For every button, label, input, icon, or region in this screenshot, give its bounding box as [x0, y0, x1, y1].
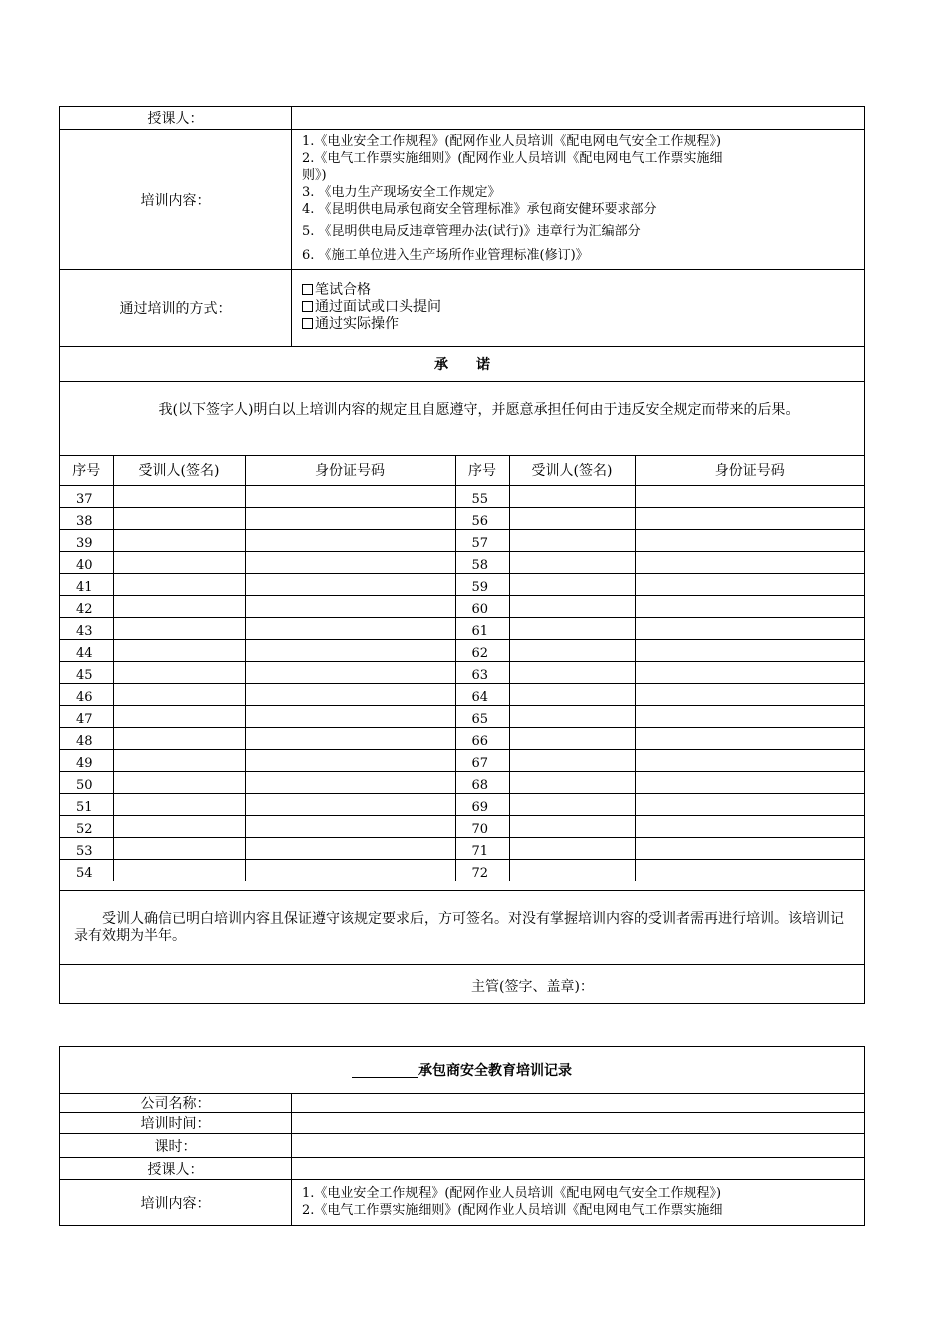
commitment-title: 承 诺	[60, 347, 864, 382]
table-header-row	[60, 456, 864, 485]
seq-cell: 46	[60, 683, 113, 705]
instructor-row	[60, 107, 864, 130]
instructor-value[interactable]	[292, 1158, 864, 1179]
training-record-form-1	[59, 106, 865, 1004]
id-number-cell[interactable]	[245, 683, 455, 705]
trainee-signature-cell[interactable]	[113, 683, 245, 705]
seq-cell: 65	[455, 705, 509, 727]
method-options	[292, 270, 864, 346]
company-label: 公司名称：	[60, 1094, 292, 1112]
seq-cell: 42	[60, 595, 113, 617]
table-row	[60, 749, 864, 771]
content-item: 3. 《电力生产现场安全工作规定》	[302, 185, 501, 200]
trainee-signature-cell[interactable]	[113, 727, 245, 749]
id-number-cell[interactable]	[245, 815, 455, 837]
commitment-text-row	[60, 382, 864, 456]
instructor-row	[60, 1158, 864, 1180]
id-number-cell[interactable]	[635, 529, 864, 551]
method-row	[60, 270, 864, 347]
instructor-value[interactable]	[292, 107, 864, 129]
seq-cell: 38	[60, 507, 113, 529]
id-number-cell[interactable]	[635, 485, 864, 507]
content-item: 2.《电气工作票实施细则》(配网作业人员培训《配电网电气工作票实施细	[302, 1203, 723, 1218]
table-row	[60, 551, 864, 573]
checkbox-icon[interactable]	[302, 318, 313, 329]
trainee-signature-cell[interactable]	[509, 815, 635, 837]
seq-cell: 60	[455, 595, 509, 617]
content-item: 则》)	[302, 168, 327, 183]
contractor-name-blank[interactable]	[352, 1063, 418, 1078]
company-value[interactable]	[292, 1094, 864, 1112]
table-row	[60, 793, 864, 815]
trainee-signature-cell[interactable]	[113, 507, 245, 529]
training-record-form-2	[59, 1046, 865, 1226]
table-row	[60, 639, 864, 661]
id-number-cell[interactable]	[245, 705, 455, 727]
id-number-cell[interactable]	[635, 595, 864, 617]
trainee-signature-cell[interactable]	[509, 573, 635, 595]
id-number-cell[interactable]	[245, 595, 455, 617]
trainee-signature-cell[interactable]	[113, 793, 245, 815]
seq-cell: 44	[60, 639, 113, 661]
form-title-row	[60, 1047, 864, 1094]
hours-label: 课时：	[60, 1134, 292, 1157]
header-id: 身份证号码	[635, 456, 864, 485]
id-number-cell[interactable]	[635, 727, 864, 749]
time-label: 培训时间：	[60, 1113, 292, 1133]
trainee-signature-cell[interactable]	[113, 749, 245, 771]
trainee-signature-cell[interactable]	[113, 485, 245, 507]
id-number-cell[interactable]	[245, 551, 455, 573]
id-number-cell[interactable]	[635, 705, 864, 727]
checkbox-icon[interactable]	[302, 284, 313, 295]
id-number-cell[interactable]	[245, 529, 455, 551]
trainee-signature-cell[interactable]	[113, 771, 245, 793]
table-row	[60, 837, 864, 859]
company-row	[60, 1094, 864, 1113]
id-number-cell[interactable]	[635, 749, 864, 771]
id-number-cell[interactable]	[635, 617, 864, 639]
trainee-signature-cell[interactable]	[509, 551, 635, 573]
id-number-cell[interactable]	[245, 639, 455, 661]
id-number-cell[interactable]	[245, 859, 455, 881]
trainee-signature-cell[interactable]	[509, 771, 635, 793]
trainee-signature-cell[interactable]	[509, 595, 635, 617]
table-row	[60, 727, 864, 749]
trainee-signature-cell[interactable]	[509, 661, 635, 683]
id-number-cell[interactable]	[635, 551, 864, 573]
checkbox-icon[interactable]	[302, 301, 313, 312]
header-trainee: 受训人(签名)	[509, 456, 635, 485]
seq-cell: 66	[455, 727, 509, 749]
header-id: 身份证号码	[245, 456, 455, 485]
confirm-text-row	[60, 891, 864, 965]
content-item: 4. 《昆明供电局承包商安全管理标准》承包商安健环要求部分	[302, 202, 657, 217]
seq-cell: 61	[455, 617, 509, 639]
seq-cell: 52	[60, 815, 113, 837]
id-number-cell[interactable]	[635, 507, 864, 529]
table-row	[60, 683, 864, 705]
hours-value[interactable]	[292, 1134, 864, 1157]
trainee-signature-cell[interactable]	[113, 595, 245, 617]
content-item: 6. 《施工单位进入生产场所作业管理标准(修订)》	[302, 248, 589, 263]
table-row	[60, 573, 864, 595]
seq-cell: 39	[60, 529, 113, 551]
method-option-interview[interactable]: 通过面试或口头提问	[302, 299, 864, 316]
id-number-cell[interactable]	[245, 727, 455, 749]
seq-cell: 68	[455, 771, 509, 793]
content-label: 培训内容：	[60, 1180, 292, 1225]
seq-cell: 43	[60, 617, 113, 639]
trainee-signature-cell[interactable]	[509, 507, 635, 529]
trainee-signature-cell[interactable]	[509, 617, 635, 639]
id-number-cell[interactable]	[635, 573, 864, 595]
seq-cell: 59	[455, 573, 509, 595]
table-row	[60, 485, 864, 507]
seq-cell: 55	[455, 485, 509, 507]
seq-cell: 58	[455, 551, 509, 573]
trainee-signature-cell[interactable]	[509, 727, 635, 749]
hours-row	[60, 1134, 864, 1158]
trainee-signature-cell[interactable]	[509, 639, 635, 661]
id-number-cell[interactable]	[635, 815, 864, 837]
id-number-cell[interactable]	[245, 485, 455, 507]
trainee-signature-cell[interactable]	[113, 859, 245, 881]
trainee-signature-cell[interactable]	[509, 705, 635, 727]
seq-cell: 67	[455, 749, 509, 771]
instructor-label: 授课人：	[60, 1158, 292, 1179]
seq-cell: 64	[455, 683, 509, 705]
time-value[interactable]	[292, 1113, 864, 1133]
method-option-practical[interactable]: 通过实际操作	[302, 316, 864, 333]
id-number-cell[interactable]	[245, 617, 455, 639]
table-row	[60, 859, 864, 881]
trainee-signature-cell[interactable]	[113, 573, 245, 595]
signature-table	[60, 456, 864, 881]
seq-cell: 57	[455, 529, 509, 551]
seq-cell: 47	[60, 705, 113, 727]
instructor-label: 授课人：	[60, 107, 292, 129]
content-item: 1.《电业安全工作规程》(配网作业人员培训《配电网电气安全工作规程》)	[302, 134, 722, 149]
trainee-signature-cell[interactable]	[113, 529, 245, 551]
seq-cell: 56	[455, 507, 509, 529]
confirm-text: 受训人确信已明白培训内容且保证遵守该规定要求后，方可签名。对没有掌握培训内容的受训者需再进行培训。该培训记录有效期为半年。	[74, 911, 844, 944]
id-number-cell[interactable]	[635, 859, 864, 881]
header-trainee: 受训人(签名)	[113, 456, 245, 485]
seq-cell: 50	[60, 771, 113, 793]
trainee-signature-cell[interactable]	[113, 639, 245, 661]
content-item: 5. 《昆明供电局反违章管理办法(试行)》违章行为汇编部分	[302, 224, 641, 239]
table-row	[60, 617, 864, 639]
table-row	[60, 705, 864, 727]
seq-cell: 63	[455, 661, 509, 683]
trainee-signature-cell[interactable]	[509, 529, 635, 551]
id-number-cell[interactable]	[245, 749, 455, 771]
trainee-signature-cell[interactable]	[113, 837, 245, 859]
seq-cell: 51	[60, 793, 113, 815]
seq-cell: 41	[60, 573, 113, 595]
trainee-signature-cell[interactable]	[113, 551, 245, 573]
id-number-cell[interactable]	[245, 837, 455, 859]
method-option-written[interactable]: 笔试合格	[302, 282, 864, 299]
trainee-signature-cell[interactable]	[113, 705, 245, 727]
commitment-text: 我(以下签字人)明白以上培训内容的规定且自愿遵守，并愿意承担任何由于违反安全规定而带来的后果。	[158, 402, 800, 418]
id-number-cell[interactable]	[245, 793, 455, 815]
trainee-signature-cell[interactable]	[113, 661, 245, 683]
table-row	[60, 815, 864, 837]
content-list	[292, 1180, 864, 1225]
seq-cell: 40	[60, 551, 113, 573]
content-label: 培训内容：	[60, 130, 292, 269]
seq-cell: 69	[455, 793, 509, 815]
trainee-signature-cell[interactable]	[509, 749, 635, 771]
seq-cell: 54	[60, 859, 113, 881]
trainee-signature-cell[interactable]	[509, 859, 635, 881]
supervisor-label: 主管(签字、盖章)：	[471, 979, 594, 995]
content-row	[60, 1180, 864, 1225]
trainee-signature-cell[interactable]	[113, 617, 245, 639]
seq-cell: 45	[60, 661, 113, 683]
seq-cell: 37	[60, 485, 113, 507]
form-title: 承包商安全教育培训记录	[418, 1063, 572, 1079]
id-number-cell[interactable]	[245, 661, 455, 683]
id-number-cell[interactable]	[245, 771, 455, 793]
trainee-signature-cell[interactable]	[509, 837, 635, 859]
content-item: 1.《电业安全工作规程》(配网作业人员培训《配电网电气安全工作规程》)	[302, 1186, 722, 1201]
trainee-signature-cell[interactable]	[113, 815, 245, 837]
method-label: 通过培训的方式：	[60, 270, 292, 346]
table-row	[60, 507, 864, 529]
seq-cell: 53	[60, 837, 113, 859]
id-number-cell[interactable]	[245, 507, 455, 529]
seq-cell: 71	[455, 837, 509, 859]
trainee-signature-cell[interactable]	[509, 485, 635, 507]
id-number-cell[interactable]	[635, 683, 864, 705]
content-list	[292, 130, 864, 269]
table-row	[60, 661, 864, 683]
seq-cell: 49	[60, 749, 113, 771]
table-row	[60, 771, 864, 793]
content-item: 2.《电气工作票实施细则》(配网作业人员培训《配电网电气工作票实施细	[302, 151, 723, 166]
seq-cell: 62	[455, 639, 509, 661]
id-number-cell[interactable]	[245, 573, 455, 595]
signature-table-row	[60, 456, 864, 891]
seq-cell: 70	[455, 815, 509, 837]
time-row	[60, 1113, 864, 1134]
table-row	[60, 529, 864, 551]
table-row	[60, 595, 864, 617]
id-number-cell[interactable]	[635, 661, 864, 683]
header-seq: 序号	[60, 456, 113, 485]
seq-cell: 48	[60, 727, 113, 749]
id-number-cell[interactable]	[635, 793, 864, 815]
trainee-signature-cell[interactable]	[509, 793, 635, 815]
header-seq: 序号	[455, 456, 509, 485]
id-number-cell[interactable]	[635, 837, 864, 859]
id-number-cell[interactable]	[635, 639, 864, 661]
id-number-cell[interactable]	[635, 771, 864, 793]
trainee-signature-cell[interactable]	[509, 683, 635, 705]
supervisor-row	[60, 965, 864, 1003]
content-row	[60, 130, 864, 270]
seq-cell: 72	[455, 859, 509, 881]
